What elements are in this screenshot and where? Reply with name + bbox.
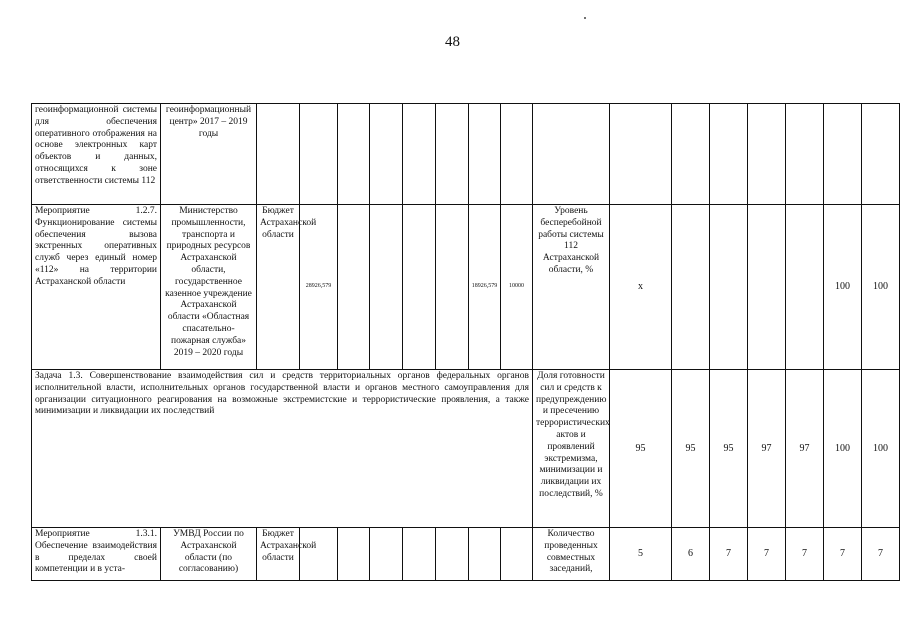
value-cell [748, 205, 786, 370]
scan-dot [584, 17, 586, 19]
value-cell [710, 104, 748, 205]
value-cell: 100 [862, 205, 900, 370]
value-cell: 97 [748, 370, 786, 528]
value-cell: 7 [710, 528, 748, 581]
total-cell [300, 528, 338, 581]
year-cell [501, 104, 533, 205]
value-cell: 6 [672, 528, 710, 581]
value-cell [786, 104, 824, 205]
source-cell: Бюджет Астраханской области [257, 205, 300, 370]
value-cell [710, 205, 748, 370]
value-cell: 95 [672, 370, 710, 528]
executor-cell: геоинформационный центр» 2017 – 2019 годы [161, 104, 257, 205]
year-cell: 10000 [501, 205, 533, 370]
year-cell [469, 104, 501, 205]
value-cell [610, 104, 672, 205]
empty-cell [403, 104, 436, 205]
task-cell: Задача 1.3. Совершенствование взаимодействия сил и средств территориальных органов федеральных органов исполнительной власти, исполнительных органов государственной власти и органов местного самоуправления для организации ситуационного реагирования на возможные экстремистские и террористические проявления, а также минимизации и ликвидации их последствий [32, 370, 533, 528]
year-cell [370, 528, 403, 581]
year-cell [436, 205, 469, 370]
value-cell [786, 205, 824, 370]
table-row [32, 205, 900, 370]
total-cell: 28926,579 [300, 205, 338, 370]
value-cell: 100 [862, 370, 900, 528]
indicator-cell: Уровень бесперебойной работы системы 112 Астраханской области, % [533, 205, 610, 370]
value-cell: 100 [824, 205, 862, 370]
year-cell [501, 528, 533, 581]
year-cell [370, 205, 403, 370]
year-cell: 18926,579 [469, 205, 501, 370]
year-cell [436, 104, 469, 205]
table-row [32, 370, 900, 528]
year-cell [436, 528, 469, 581]
activity-cell: Мероприятие 1.2.7. Функционирование системы обеспечения вызова экстренных оперативных служб через единый номер «112» на территории Астраханской области [32, 205, 161, 370]
empty-cell [338, 528, 370, 581]
indicator-cell [533, 104, 610, 205]
table-row [32, 104, 900, 205]
value-cell: 95 [610, 370, 672, 528]
activity-cell: геоинформационной системы для обеспечения оперативного отображения на основе электронных карт объектов и данных, относящихся к зоне ответственности системы 112 [32, 104, 161, 205]
value-cell [824, 104, 862, 205]
indicator-cell: Количество проведенных совместных заседаний, [533, 528, 610, 581]
value-cell [748, 104, 786, 205]
executor-cell: УМВД России по Астраханской области (по согласованию) [161, 528, 257, 581]
indicator-cell: Доля готовности сил и средств к предупреждению и пресечению террористических актов и проявлений экстремизма, минимизации и ликвидации их последствий, % [533, 370, 610, 528]
program-table [31, 103, 900, 581]
value-cell: 100 [824, 370, 862, 528]
activity-cell: Мероприятие 1.3.1. Обеспечение взаимодействия в пределах своей компетенции и в уста- [32, 528, 161, 581]
empty-cell [403, 205, 436, 370]
table-row [32, 528, 900, 581]
value-cell [672, 104, 710, 205]
value-cell: 97 [786, 370, 824, 528]
empty-cell [338, 205, 370, 370]
value-cell: x [610, 205, 672, 370]
empty-cell [338, 104, 370, 205]
page-number: 48 [445, 34, 460, 50]
source-cell [257, 104, 300, 205]
value-cell: 7 [824, 528, 862, 581]
empty-cell [403, 528, 436, 581]
value-cell: 95 [710, 370, 748, 528]
value-cell: 7 [748, 528, 786, 581]
value-cell: 7 [786, 528, 824, 581]
source-cell: Бюджет Астраханской области [257, 528, 300, 581]
value-cell [672, 205, 710, 370]
value-cell [862, 104, 900, 205]
executor-cell: Министерство промышленности, транспорта и природных ресурсов Астраханской области, государственное казенное учреждение Астраханской области «Областная спасательно-пожарная служба» 2019 – 2020 годы [161, 205, 257, 370]
year-cell [370, 104, 403, 205]
year-cell [469, 528, 501, 581]
total-cell [300, 104, 338, 205]
value-cell: 7 [862, 528, 900, 581]
value-cell: 5 [610, 528, 672, 581]
